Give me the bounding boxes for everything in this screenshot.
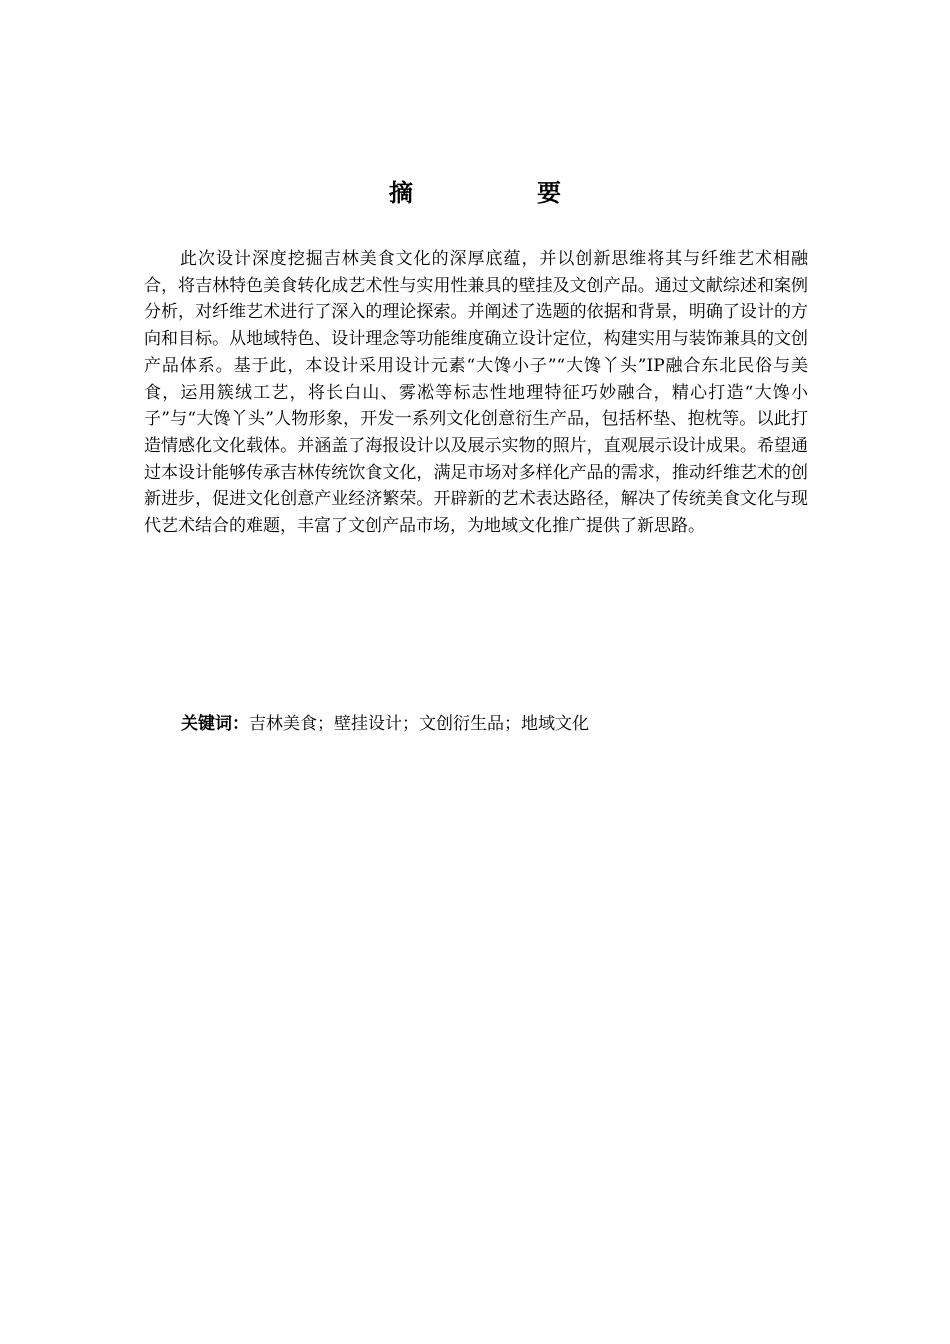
- keywords-text: 吉林美食；壁挂设计；文创衍生品；地域文化: [249, 714, 589, 734]
- abstract-title: 摘 要: [389, 179, 611, 207]
- keywords-label: 关键词：: [181, 714, 249, 734]
- keywords-line: [181, 711, 801, 737]
- abstract-paragraph: 此次设计深度挖掘吉林美食文化的深厚底蕴，并以创新思维将其与纤维艺术相融合，将吉林特色美食转化成艺术性与实用性兼具的壁挂及文创产品。通过文献综述和案例分析，对纤维艺术进行了深入的理论探索。并阐述了选题的依据和背景，明确了设计的方向和目标。从地域特色、设计理念等功能维度确立设计定位，构建实用与装饰兼具的文创产品体系。基于此，本设计采用设计元素“大馋小子”“大馋丫头”IP融合东北民俗与美食，运用簇绒工艺，将长白山、雾凇等标志性地理特征巧妙融合，精心打造“大馋小子”与“大馋丫头”人物形象，开发一系列文化创意衍生产品，包括杯垫、抱枕等。以此打造情感化文化载体。并涵盖了海报设计以及展示实物的照片，直观展示设计成果。希望通过本设计能够传承吉林传统饮食文化，满足市场对多样化产品的需求，推动纤维艺术的创新进步，促进文化创意产业经济繁荣。开辟新的艺术表达路径，解决了传统美食文化与现代艺术结合的难题，丰富了文创产品市场，为地域文化推广提供了新思路。: [144, 249, 808, 537]
